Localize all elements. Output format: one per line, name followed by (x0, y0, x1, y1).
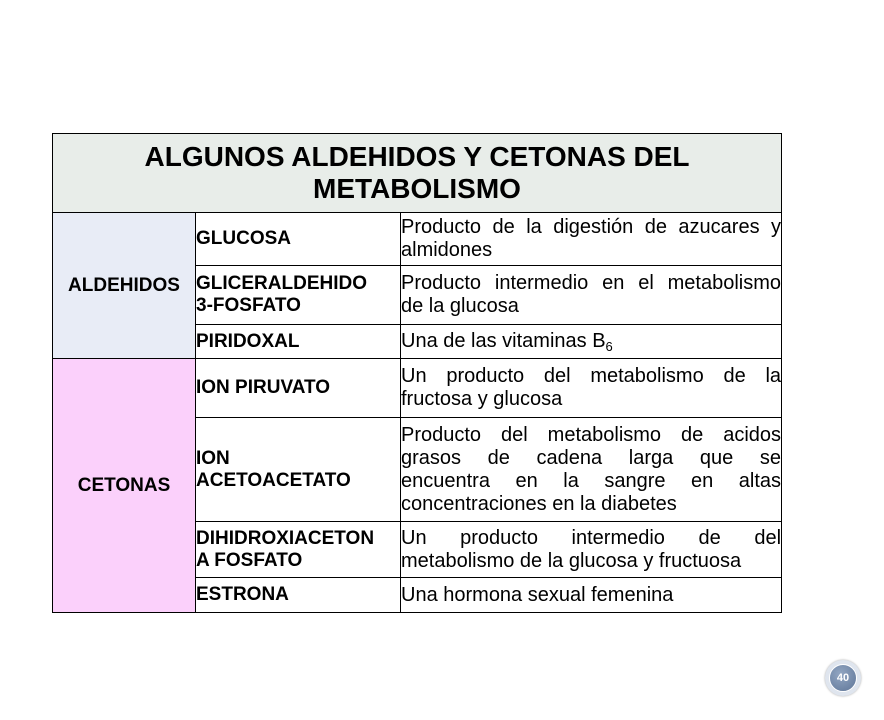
table-row (53, 359, 782, 418)
compound-description (401, 213, 782, 266)
table-title-line-1: ALGUNOS ALDEHIDOS Y CETONAS DEL (144, 141, 690, 172)
compound-name-line: ION PIRUVATO (196, 377, 331, 398)
description-line: Producto de la digestión de azucares y (401, 216, 782, 238)
description-line: fructosa y glucosa (401, 388, 563, 410)
description-line: metabolismo de la glucosa y fructuosa (401, 549, 742, 572)
description-line (401, 330, 781, 353)
compound-name-line: GLICERALDEHIDO (196, 273, 367, 294)
compound-name-line: ION (196, 447, 230, 469)
compound-description (401, 522, 782, 578)
compound-name-line: ESTRONA (196, 584, 289, 605)
description-line: concentraciones en la diabetes (401, 492, 677, 515)
description-line: grasos de cadena larga que se (401, 446, 782, 469)
compound-name (196, 359, 401, 418)
page-number: 40 (829, 664, 857, 692)
description-line: de la glucosa (401, 295, 519, 317)
description-line: encuentra en la sangre en altas (401, 469, 782, 492)
metabolism-table (52, 133, 782, 613)
description-line: Producto del metabolismo de acidos (401, 423, 782, 446)
compound-description (401, 359, 782, 418)
compound-name-line: A FOSFATO (196, 549, 303, 571)
compound-name-line: ACETOACETATO (196, 469, 351, 491)
description-line: Una hormona sexual femenina (401, 583, 674, 606)
description-subscript: 6 (605, 339, 613, 354)
compound-name-line: PIRIDOXAL (196, 330, 300, 352)
table-title-line-2: METABOLISMO (313, 173, 521, 204)
compound-name (196, 418, 401, 522)
compound-name-line: GLUCOSA (196, 228, 291, 249)
table-title (53, 134, 782, 213)
compound-name (196, 325, 401, 359)
compound-description (401, 578, 782, 613)
table-header-row (53, 134, 782, 213)
compound-description (401, 325, 782, 359)
description-line: Un producto intermedio de del (401, 526, 782, 549)
compound-description (401, 418, 782, 522)
table-row (53, 213, 782, 266)
description-line: Un producto del metabolismo de la (401, 365, 782, 387)
compound-name (196, 213, 401, 266)
description-line: almidones (401, 239, 493, 261)
compound-description (401, 266, 782, 325)
compound-name-line: 3-FOSFATO (196, 295, 301, 316)
description-text: Una de las vitaminas B (401, 330, 606, 352)
compound-name (196, 578, 401, 613)
group-label-cetonas: CETONAS (53, 359, 196, 613)
compound-name (196, 522, 401, 578)
compound-name-line: DIHIDROXIACETON (196, 527, 375, 549)
page-number-badge (825, 660, 861, 696)
description-line: Producto intermedio en el metabolismo (401, 272, 782, 294)
group-label-aldehidos: ALDEHIDOS (53, 213, 196, 359)
compound-name (196, 266, 401, 325)
